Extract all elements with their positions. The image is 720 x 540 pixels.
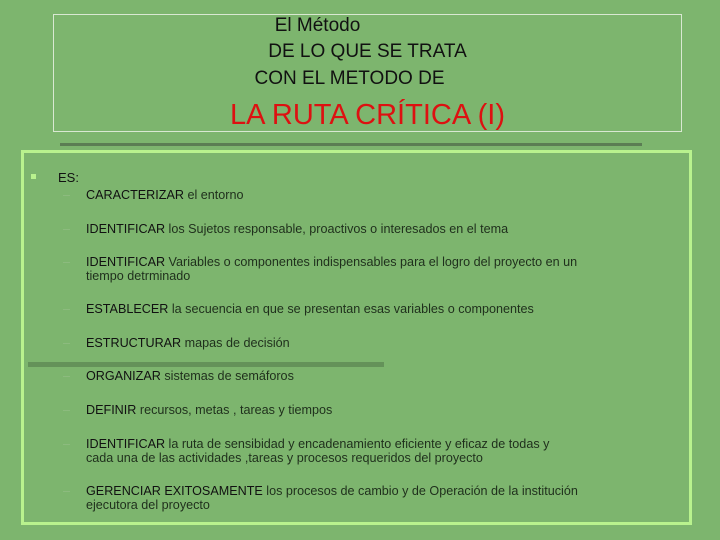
title-line-4: LA RUTA CRÍTICA (I): [229, 99, 505, 131]
item-text: los Sujetos responsable, proactivos o interesados en el tema: [165, 222, 509, 236]
item-keyword: ESTRUCTURAR: [86, 336, 182, 350]
item-text: la secuencia en que se presentan esas variables o componentes: [168, 302, 534, 316]
title-line-2: DE LO QUE SE TRATA: [268, 41, 467, 62]
main-bullet-icon: [31, 174, 36, 179]
item-text-continued: cada una de las actividades ,tareas y procesos requeridos del proyecto: [86, 451, 483, 465]
bullet-dash-icon: –: [63, 484, 71, 498]
title-divider: [60, 143, 642, 146]
item-text: recursos, metas , tareas y tiempos: [136, 403, 333, 417]
item-text: sistemas de semáforos: [160, 369, 294, 383]
item-keyword: DEFINIR: [86, 403, 137, 417]
item-text: Variables o componentes indispensables para el logro del proyecto en un: [165, 255, 578, 269]
item-keyword: GERENCIAR EXITOSAMENTE: [86, 484, 263, 498]
es-label: ES:: [58, 170, 79, 185]
item-keyword: IDENTIFICAR: [86, 255, 166, 269]
item-text: la ruta de sensibidad y encadenamiento eficiente y eficaz de todas y: [165, 437, 550, 451]
bullet-dash-icon: –: [63, 222, 71, 236]
item-keyword: ESTABLECER: [86, 302, 169, 316]
item-keyword: IDENTIFICAR: [86, 222, 166, 236]
item-keyword: IDENTIFICAR: [86, 437, 166, 451]
item-keyword: ORGANIZAR: [86, 369, 161, 383]
item-text: los procesos de cambio y de Operación de la institución: [262, 484, 578, 498]
item-text: el entorno: [183, 188, 244, 202]
item-text-continued: tiempo detrminado: [86, 269, 191, 283]
item-text: mapas de decisión: [181, 336, 290, 350]
bullet-dash-icon: –: [63, 336, 71, 350]
bullet-dash-icon: –: [63, 369, 71, 383]
title-box: [53, 14, 682, 132]
content-divider: [28, 362, 384, 367]
bullet-dash-icon: –: [63, 437, 71, 451]
item-keyword: CARACTERIZAR: [86, 188, 184, 202]
item-text-continued: ejecutora del proyecto: [86, 498, 210, 512]
bullet-dash-icon: –: [63, 403, 71, 417]
bullet-dash-icon: –: [63, 188, 71, 202]
bullet-dash-icon: –: [63, 255, 71, 269]
title-line-3: CON EL METODO DE: [254, 68, 445, 89]
bullet-dash-icon: –: [63, 302, 71, 316]
title-line-1: El Método: [274, 15, 361, 36]
